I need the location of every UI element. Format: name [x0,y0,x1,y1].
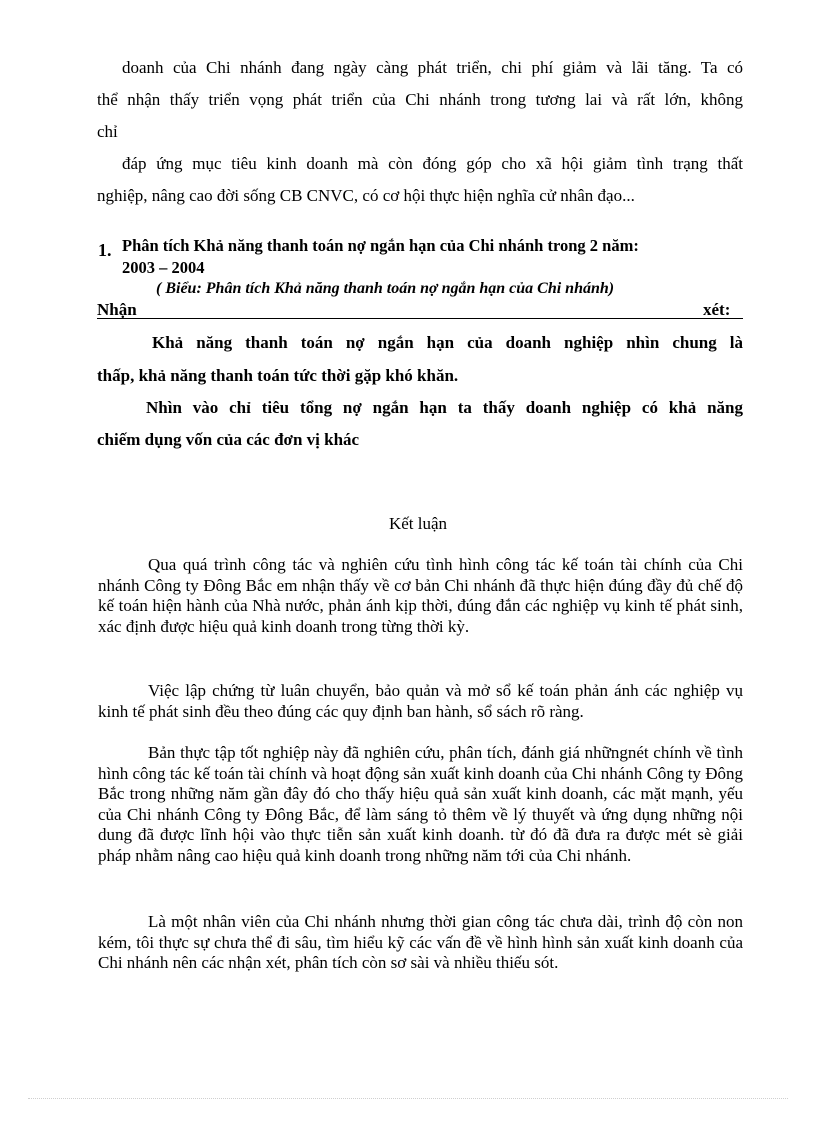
conclusion-paragraph-3 [98,743,743,866]
section-para-2-line-2: chiếm dụng vốn của các đơn vị khác [97,430,360,449]
section-para-1-line-1: Khả năng thanh toán nợ ngắn hạn của doanh nghiệp nhìn chung là [152,333,743,352]
conclusion-paragraph-4 [98,912,743,974]
conclusion-title: Kết luận [388,514,448,533]
section-para-2-line-1: Nhìn vào chỉ tiêu tổng nợ ngắn hạn ta thấy doanh nghiệp có khả năng [146,398,743,417]
conclusion-paragraph-2-text: Việc lập chứng từ luân chuyển, bảo quản và mở sổ kế toán phản ánh các nghiệp vụ kinh tế phát sinh đều theo đúng các quy định ban hành, sổ sách rõ ràng. [98,681,743,721]
conclusion-paragraph-1 [98,555,743,637]
comment-label-right: xét: [703,300,731,319]
intro-line-1: doanh của Chi nhánh đang ngày càng phát triển, chi phí giảm và lãi tăng. Ta có [122,58,743,77]
intro-line-4: đáp ứng mục tiêu kinh doanh mà còn đóng góp cho xã hội giảm tình trạng thất [122,154,743,173]
section-number: 1. [98,240,112,260]
intro-line-5: nghiệp, nâng cao đời sống CB CNVC, có cơ hội thực hiện nghĩa cử nhân đạo... [97,186,635,205]
conclusion-paragraph-3-text: Bản thực tập tốt nghiệp này đã nghiên cứu, phân tích, đánh giá nhữngnét chính về tình hình công tác kế toán tài chính và hoạt động sản xuất kinh doanh của Chi nhánh Công ty Đông Bắc trong những năm gần đây đó cho thấy hiệu quả sản xuất kinh doanh, các mặt mạnh, yếu của Chi nhánh Công ty Đông Bắc, để làm sáng tỏ thêm về lý thuyết và ứng dụng những nội dung đã được lĩnh hội vào thực tiễn sản xuất kinh doanh. từ đó đã đưa ra được mét sè giải pháp nhằm nâng cao hiệu quả kinh doanh trong những năm tới của Chi nhánh. [98,743,743,865]
table-caption: ( Biểu: Phân tích Khả năng thanh toán nợ ngắn hạn của Chi nhánh) [156,280,615,297]
conclusion-paragraph-4-text: Là một nhân viên của Chi nhánh nhưng thời gian công tác chưa dài, trình độ còn non kém, tôi thực sự chưa thể đi sâu, tìm hiểu kỹ các vấn đề về hình hình sản xuất kinh doanh của Chi nhánh nên các nhận xét, phân tích còn sơ sài và nhiều thiếu sót. [98,912,743,972]
comment-label-left: Nhận [97,300,137,319]
page-footer-divider [28,1098,788,1099]
comment-underline [97,318,743,319]
section-para-1-line-2: thấp, khả năng thanh toán tức thời gặp khó khăn. [97,366,459,385]
conclusion-paragraph-1-text: Qua quá trình công tác và nghiên cứu tình hình công tác kế toán tài chính của Chi nhánh Công ty Đông Bắc em nhận thấy về cơ bản Chi nhánh đã thực hiện đúng đầy đủ chế độ kế toán hiện hành của Nhà nước, phản ánh kịp thời, đúng đắn các nghiệp vụ kinh tế phát sinh, xác định được hiệu quả kinh doanh trong từng thời kỳ. [98,555,743,636]
conclusion-paragraph-2 [98,681,743,722]
section-heading-line-2: 2003 – 2004 [122,258,205,277]
section-heading-line-1: Phân tích Khả năng thanh toán nợ ngắn hạn của Chi nhánh trong 2 năm: [122,236,639,255]
intro-line-2: thể nhận thấy triển vọng phát triển của Chi nhánh trong tương lai và rất lớn, không [97,90,743,109]
intro-line-3: chỉ [97,122,118,141]
